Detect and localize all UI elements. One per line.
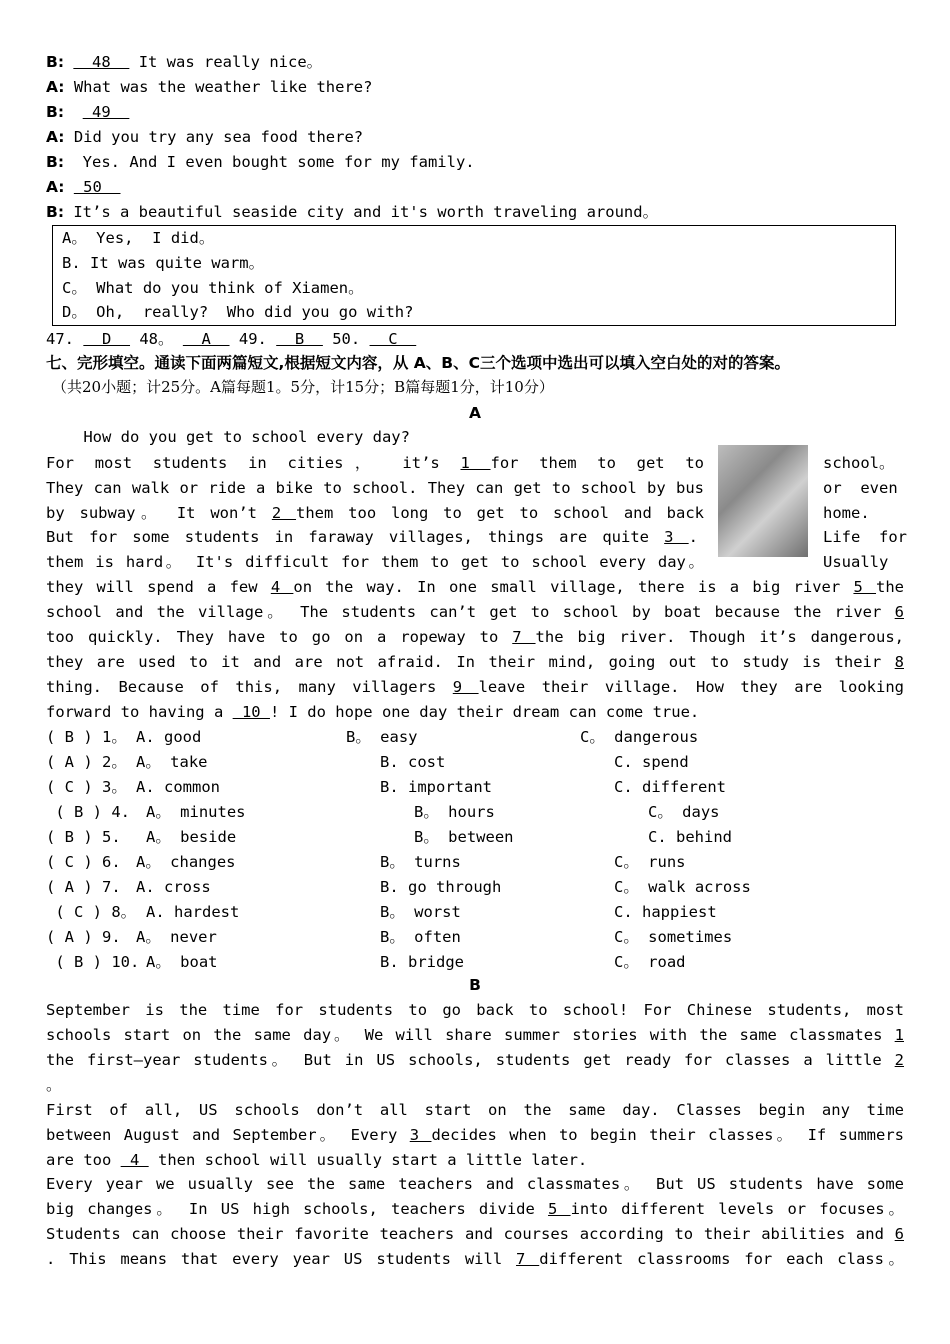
dialogue-text-after: It was really nice。 bbox=[129, 53, 323, 71]
passage-a-line bbox=[46, 451, 704, 475]
dialogue-text bbox=[64, 178, 73, 196]
option-a-text: A。 minutes bbox=[146, 803, 246, 821]
passage-b-line bbox=[46, 1222, 904, 1246]
answer-47: D bbox=[83, 330, 131, 348]
dialogue-text: What was the weather like there? bbox=[64, 78, 373, 96]
answer-50: C bbox=[369, 330, 417, 348]
blank: 9 bbox=[452, 678, 479, 696]
dialogue-text: It’s a beautiful seaside city and it's worth traveling around。 bbox=[64, 203, 659, 221]
text-run: on the way. In one small village, there is a big river bbox=[293, 578, 854, 596]
speaker-label: A: bbox=[46, 128, 65, 146]
side-text-3: home. bbox=[823, 504, 870, 522]
dialogue-text: Yes. And I even bought some for my family. bbox=[64, 153, 475, 171]
side-text-1: school。 bbox=[823, 454, 895, 472]
text-run: thing. Because of this, many villagers bbox=[46, 678, 453, 696]
option-c-text: C。 dangerous bbox=[580, 728, 699, 746]
passage-b-line bbox=[46, 1098, 904, 1122]
passage-a-line bbox=[46, 425, 410, 449]
option-b-text: B。 between bbox=[414, 828, 514, 846]
text-run: different classrooms for each class。 bbox=[539, 1250, 904, 1268]
option-b: B. It was quite warm。 bbox=[62, 254, 265, 272]
passage-a-line bbox=[46, 575, 904, 599]
question-answer: ( A ) 2。 bbox=[46, 753, 127, 771]
section-note: （共20小题；计25分。A篇每题1。5分，计15分；B篇每题1分，计10分） bbox=[52, 378, 554, 396]
option-b-text: B. bridge bbox=[380, 953, 464, 971]
question-answer: ( B ) 10. bbox=[46, 953, 140, 971]
speaker-label: A: bbox=[46, 78, 65, 96]
option-a-text: A. good bbox=[136, 728, 202, 746]
text-run: . bbox=[688, 528, 698, 546]
option-a-text: A。 beside bbox=[146, 828, 237, 846]
question-answer: ( A ) 9. bbox=[46, 928, 121, 946]
text-run: leave their village. How they are looking bbox=[478, 678, 904, 696]
option-a-text: A. common bbox=[136, 778, 220, 796]
text-run: For most students in cities， it’s bbox=[46, 454, 461, 472]
text-run: they are used to it and are not afraid. In their mind, going out to study is their bbox=[46, 653, 895, 671]
option-c-text: C。 days bbox=[648, 803, 720, 821]
speaker-label: B: bbox=[46, 203, 65, 221]
passage-b-line bbox=[46, 1247, 904, 1271]
text-run: Students can choose their favorite teachers and courses according to their abilities and bbox=[46, 1225, 895, 1243]
dialogue-line bbox=[46, 75, 372, 99]
answer-label-49: 49. bbox=[229, 330, 267, 348]
blank: 2 bbox=[271, 504, 297, 522]
dialogue-line bbox=[46, 150, 475, 174]
passage-b-label: B bbox=[469, 976, 481, 994]
blank: 10 bbox=[232, 703, 270, 721]
passage-a-label: A bbox=[469, 404, 481, 422]
passage-b-line bbox=[46, 1048, 904, 1072]
answer-label-50: 50. bbox=[322, 330, 361, 348]
option-c-text: C。 sometimes bbox=[614, 928, 733, 946]
text-run: ! I do hope one day their dream can come true. bbox=[269, 703, 700, 721]
side-text-2: or even bbox=[823, 479, 898, 497]
students-ropeway-photo bbox=[718, 445, 808, 557]
answer-49: B bbox=[276, 330, 323, 348]
answers-line bbox=[46, 327, 416, 351]
text-run: Every year we usually see the same teachers and classmates。 But US students have some bbox=[46, 1175, 904, 1193]
speaker-label: B: bbox=[46, 103, 65, 121]
option-c-text: C。 runs bbox=[614, 853, 686, 871]
text-run: for them to get to bbox=[490, 454, 704, 472]
dialogue-blank: 49 bbox=[82, 103, 130, 121]
text-run: big changes。 In US high schools, teachers divide bbox=[46, 1200, 549, 1218]
option-b-text: B. cost bbox=[380, 753, 446, 771]
blank: 6 bbox=[894, 603, 904, 621]
dialogue-line bbox=[46, 175, 121, 199]
text-run: into different levels or focuses。 bbox=[570, 1200, 904, 1218]
blank: 7 bbox=[516, 1250, 540, 1268]
blank: 4 bbox=[120, 1151, 149, 1169]
text-run: They can walk or ride a bike to school. They can get to school by bus bbox=[46, 479, 704, 497]
side-text-4: Life for bbox=[823, 528, 907, 546]
section-title: 七、完形填空。通读下面两篇短文,根据短文内容，从 A、B、C三个选项中选出可以填入空白处的对的答案。 bbox=[46, 354, 790, 372]
passage-a-line bbox=[46, 600, 904, 624]
answer-48: A bbox=[182, 330, 230, 348]
option-c-text: C. different bbox=[614, 778, 726, 796]
blank: 3 bbox=[409, 1126, 432, 1144]
blank: 1 bbox=[894, 1026, 904, 1044]
blank: 5 bbox=[853, 578, 877, 596]
passage-a-line bbox=[46, 700, 699, 724]
text-run: them is hard。 It's difficult for them to get to school every day。 bbox=[46, 553, 704, 571]
question-answer: ( B ) 4. bbox=[46, 803, 130, 821]
blank: 2 bbox=[894, 1051, 904, 1069]
passage-a-line bbox=[46, 525, 698, 549]
text-run: the big river. Though it’s dangerous, bbox=[535, 628, 904, 646]
option-b-text: B。 hours bbox=[414, 803, 495, 821]
speaker-label: B: bbox=[46, 153, 65, 171]
dialogue-line bbox=[46, 200, 658, 224]
passage-a-line bbox=[46, 550, 704, 574]
option-a-text: A。 boat bbox=[146, 953, 218, 971]
question-answer: ( B ) 5. bbox=[46, 828, 121, 846]
dialogue-text: Did you try any sea food there? bbox=[64, 128, 364, 146]
option-b-text: B。 turns bbox=[380, 853, 461, 871]
dialogue-text bbox=[64, 103, 83, 121]
option-c-text: C. behind bbox=[648, 828, 732, 846]
question-answer: ( A ) 7. bbox=[46, 878, 121, 896]
option-b-text: B。 worst bbox=[380, 903, 461, 921]
option-a-text: A。 never bbox=[136, 928, 217, 946]
question-answer: ( B ) 1。 bbox=[46, 728, 127, 746]
text-run: then school will usually start a little later. bbox=[148, 1151, 588, 1169]
passage-b-line bbox=[46, 1073, 62, 1097]
text-run: by subway。 It won’t bbox=[46, 504, 272, 522]
text-run: 。 bbox=[46, 1076, 62, 1094]
question-answer: ( C ) 8。 bbox=[46, 903, 137, 921]
option-c-text: C. happiest bbox=[614, 903, 717, 921]
text-run: the bbox=[876, 578, 905, 596]
option-c: C。 What do you think of Xiamen。 bbox=[62, 279, 364, 297]
text-run: between August and September。 Every bbox=[46, 1126, 410, 1144]
text-run: the first—year students。 But in US schools, students get ready for classes a little bbox=[46, 1051, 895, 1069]
blank: 1 bbox=[460, 454, 491, 472]
passage-b-line bbox=[46, 1023, 904, 1047]
question-answer: ( C ) 3。 bbox=[46, 778, 127, 796]
option-d: D。 Oh, really? Who did you go with? bbox=[62, 303, 414, 321]
text-run: . This means that every year US students will bbox=[46, 1250, 517, 1268]
answer-label-47: 47. bbox=[46, 330, 74, 348]
option-a-text: A. cross bbox=[136, 878, 211, 896]
text-run: too quickly. They have to go on a ropeway to bbox=[46, 628, 513, 646]
option-a-text: A。 changes bbox=[136, 853, 236, 871]
dialogue-line bbox=[46, 50, 322, 74]
blank: 5 bbox=[548, 1200, 571, 1218]
option-b-text: B. important bbox=[380, 778, 492, 796]
passage-a-line bbox=[46, 476, 704, 500]
dialogue-text bbox=[64, 53, 73, 71]
text-run: September is the time for students to go back to school! For Chinese students, most bbox=[46, 1001, 904, 1019]
speaker-label: A: bbox=[46, 178, 65, 196]
passage-b-line bbox=[46, 1172, 904, 1196]
blank: 8 bbox=[894, 653, 904, 671]
option-b-text: B. go through bbox=[380, 878, 502, 896]
option-c-text: C。 walk across bbox=[614, 878, 751, 896]
passage-b-line bbox=[46, 1197, 904, 1221]
dialogue-blank: 48 bbox=[73, 53, 130, 71]
text-run: they will spend a few bbox=[46, 578, 271, 596]
blank: 6 bbox=[894, 1225, 904, 1243]
passage-b-line bbox=[46, 998, 904, 1022]
blank: 3 bbox=[664, 528, 689, 546]
text-run: schools start on the same day。 We will share summer stories with the same classmates bbox=[46, 1026, 895, 1044]
passage-a-line bbox=[46, 675, 904, 699]
passage-b-line bbox=[46, 1148, 587, 1172]
passage-a-line bbox=[46, 650, 904, 674]
text-run: forward to having a bbox=[46, 703, 233, 721]
text-run: are too bbox=[46, 1151, 121, 1169]
option-c-text: C. spend bbox=[614, 753, 689, 771]
dialogue-line bbox=[46, 125, 363, 149]
answer-label-48: 48。 bbox=[130, 330, 174, 348]
passage-b-line bbox=[46, 1123, 904, 1147]
side-text-5: Usually bbox=[823, 553, 889, 571]
text-run: them too long to get to school and back bbox=[296, 504, 704, 522]
speaker-label: B: bbox=[46, 53, 65, 71]
option-b-text: B。 often bbox=[380, 928, 461, 946]
text-run: First of all, US schools don’t all start on the same day. Classes begin any time bbox=[46, 1101, 904, 1119]
text-run: school and the village。 The students can’t get to school by boat because the river bbox=[46, 603, 895, 621]
dialogue-line bbox=[46, 100, 129, 124]
option-b-text: B。 easy bbox=[346, 728, 418, 746]
option-a-text: A。 take bbox=[136, 753, 208, 771]
blank: 4 bbox=[270, 578, 294, 596]
option-c-text: C。 road bbox=[614, 953, 686, 971]
question-answer: ( C ) 6. bbox=[46, 853, 121, 871]
passage-a-line bbox=[46, 625, 904, 649]
text-run: decides when to begin their classes。 If summers bbox=[431, 1126, 904, 1144]
option-a: A。 Yes, I did。 bbox=[62, 229, 215, 247]
passage-a-line bbox=[46, 501, 704, 525]
text-run: How do you get to school every day? bbox=[46, 428, 410, 446]
blank: 7 bbox=[512, 628, 536, 646]
option-a-text: A. hardest bbox=[146, 903, 240, 921]
dialogue-blank: 50 bbox=[73, 178, 121, 196]
text-run: But for some students in faraway villages, things are quite bbox=[46, 528, 665, 546]
